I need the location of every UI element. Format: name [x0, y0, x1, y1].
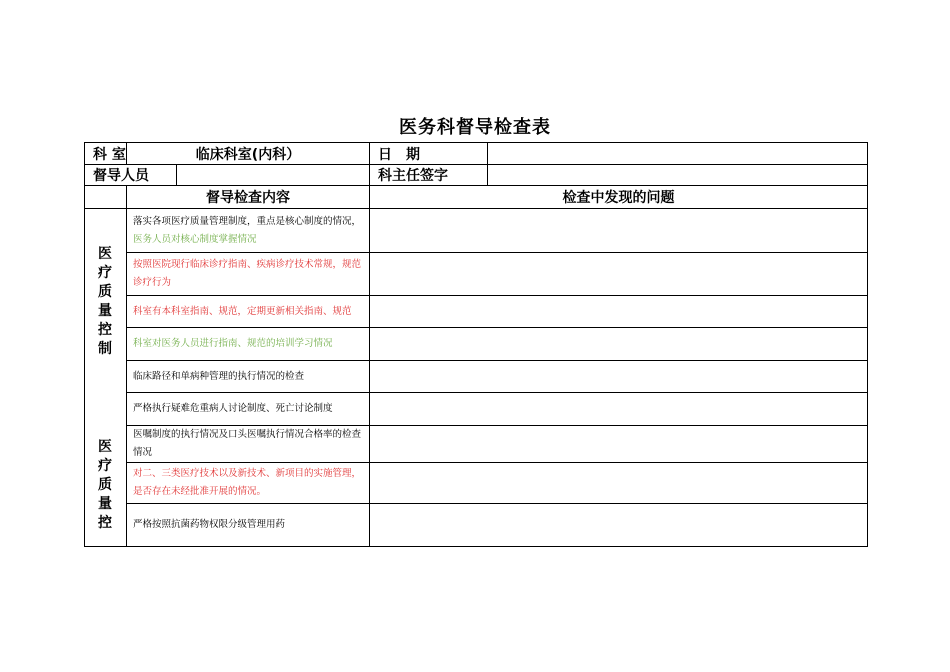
issue-field-8[interactable]: [370, 463, 868, 504]
dept-value[interactable]: 临床科室(内科）: [127, 143, 370, 165]
issue-field-3[interactable]: [370, 296, 868, 328]
check-item-4: 科室对医务人员进行指南、规范的培训学习情况: [127, 328, 370, 361]
check-item-2: 按照医院现行临床诊疗指南、疾病诊疗技术常规，规范诊疗行为: [127, 253, 370, 296]
issue-field-1[interactable]: [370, 209, 868, 253]
column-header-blank: [85, 186, 127, 209]
side-label-cell: [85, 209, 127, 547]
check-item-6: 严格执行疑难危重病人讨论制度、死亡讨论制度: [127, 393, 370, 426]
inspection-table: [84, 142, 868, 547]
signature-field[interactable]: [488, 165, 868, 186]
date-field[interactable]: [488, 143, 868, 165]
check-item-5: 临床路径和单病种管理的执行情况的检查: [127, 361, 370, 393]
issue-field-6[interactable]: [370, 393, 868, 426]
column-header-issues: 检查中发现的问题: [370, 186, 868, 209]
issue-field-9[interactable]: [370, 504, 868, 547]
issue-field-7[interactable]: [370, 426, 868, 463]
check-item-1: 落实各项医疗质量管理制度，重点是核心制度的情况，医务人员对核心制度掌握情况: [127, 209, 370, 253]
check-item-7: 医嘱制度的执行情况及口头医嘱执行情况合格率的检查情况: [127, 426, 370, 463]
supervisor-label: 督导人员: [85, 165, 177, 186]
dept-label: 科 室: [85, 143, 127, 165]
issue-field-5[interactable]: [370, 361, 868, 393]
issue-field-4[interactable]: [370, 328, 868, 361]
column-header-content: 督导检查内容: [127, 186, 370, 209]
issue-field-2[interactable]: [370, 253, 868, 296]
signature-label: 科主任签字: [370, 165, 488, 186]
check-item-3: 科室有本科室指南、规范，定期更新相关指南、规范: [127, 296, 370, 328]
date-label: 日 期: [370, 143, 488, 165]
check-item-8: 对二、三类医疗技术以及新技术、新项目的实施管理，是否存在未经批准开展的情况。: [127, 463, 370, 504]
check-item-9: 严格按照抗菌药物权限分级管理用药: [127, 504, 370, 547]
supervisor-field[interactable]: [177, 165, 370, 186]
side-label-quality-control-2: 医 疗 质 量 控: [98, 439, 112, 531]
page-title: 医务科督导检查表: [399, 117, 551, 138]
side-label-quality-control: 医 疗 质 量 控 制: [98, 246, 112, 357]
